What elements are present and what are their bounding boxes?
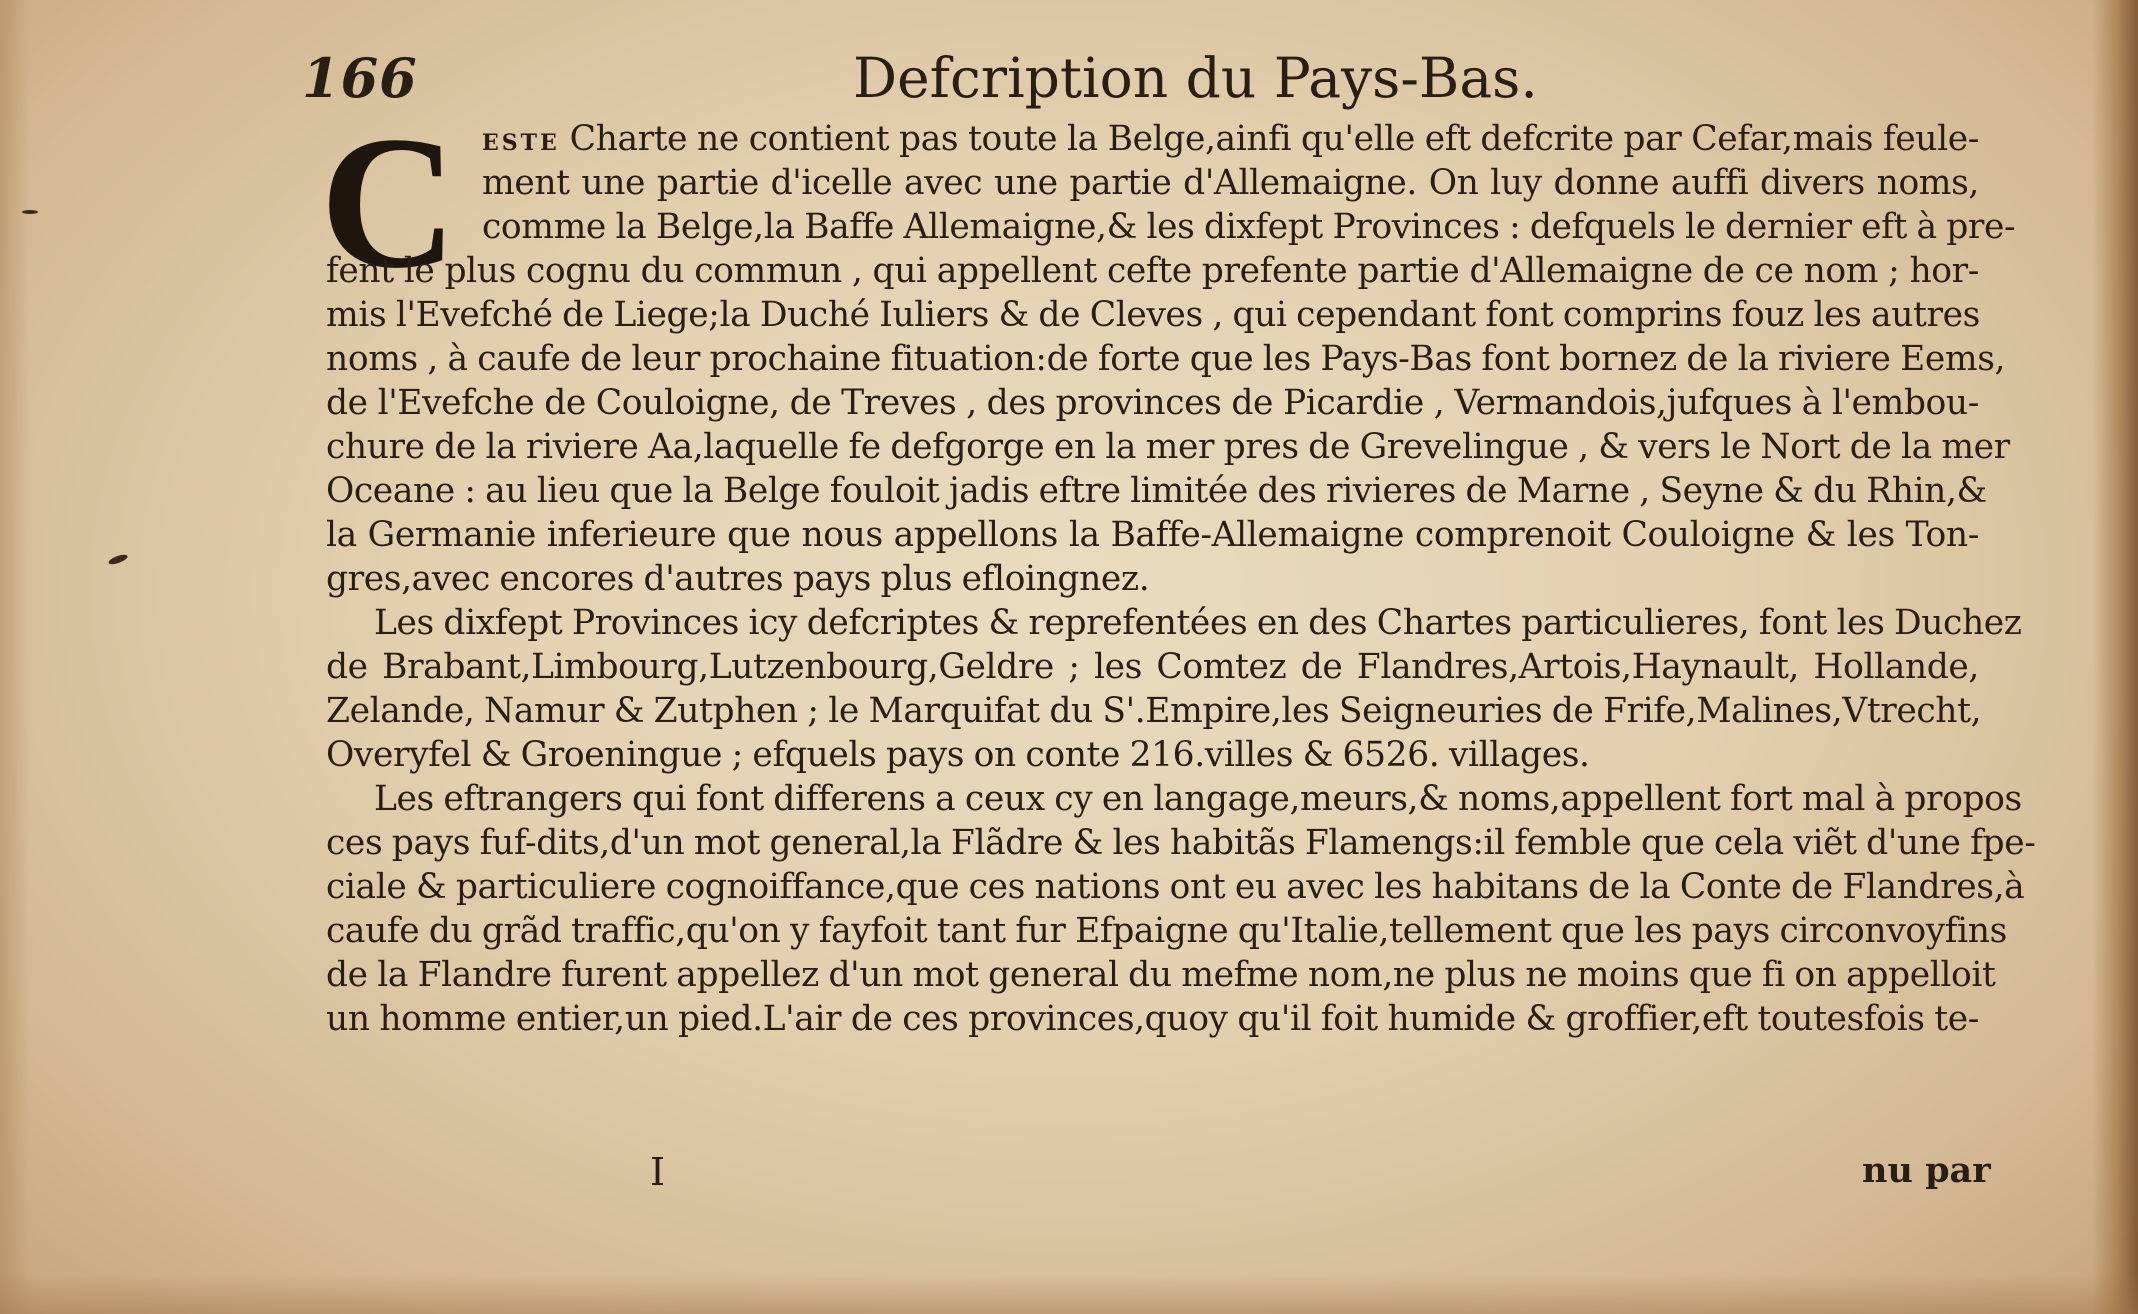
page-edge-shadow-right — [2092, 0, 2138, 1314]
signature-mark: I — [650, 1150, 666, 1194]
text-line: de l'Evefche de Couloigne, de Treves , des provinces de Picardie , Vermandois,jufques à l'embou- — [326, 383, 1979, 423]
text-line: Overyfel & Groeningue ; efquels pays on conte 216.villes & 6526. villages. — [326, 735, 1590, 775]
text-line: caufe du grãd traffic,qu'on y fayfoit tant fur Efpaigne qu'Italie,tellement que les pays circonvoyfins — [326, 911, 2007, 951]
page-number: 166 — [302, 46, 418, 110]
text-line: comme la Belge,la Baffe Allemaigne,& les dixfept Provinces : defquels le dernier eft à pre- — [482, 207, 2016, 247]
text-line: fent le plus cognu du commun , qui appellent cefte prefente partie d'Allemaigne de ce nom ; hor- — [326, 251, 1979, 291]
text-line: chure de la riviere Aa,laquelle fe defgorge en la mer pres de Grevelingue , & vers le Nort de la mer — [326, 427, 2010, 467]
text-line-content: Charte ne contient pas toute la Belge,ainfi qu'elle eft defcrite par Cefar,mais feule- — [569, 119, 1979, 159]
text-line: ment une partie d'icelle avec une partie d'Allemaigne. On luy donne auffi divers noms, — [482, 163, 1979, 203]
text-line: Oceane : au lieu que la Belge fouloit jadis eftre limitée des rivieres de Marne , Seyne & du Rhin,& — [326, 471, 1987, 511]
text-line: de Brabant,Limbourg,Lutzenbourg,Geldre ; les Comtez de Flandres,Artois,Haynault, Hollande, — [326, 647, 1979, 687]
text-line: la Germanie inferieure que nous appellons la Baffe-Allemaigne comprenoit Couloigne & les Ton- — [326, 515, 1979, 555]
text-line: un homme entier,un pied.L'air de ces provinces,quoy qu'il foit humide & groffier,eft toutesfois te- — [326, 999, 1979, 1039]
text-line: gres,avec encores d'autres pays plus efloingnez. — [326, 559, 1150, 599]
page-edge-shadow-left — [0, 0, 30, 1314]
paragraph-start-line: Les dixfept Provinces icy defcriptes & reprefentées en des Chartes particulieres, font les Duchez — [374, 603, 2022, 643]
text-line: ces pays fuf-dits,d'un mot general,la Flãdre & les habitãs Flamengs:il femble que cela viẽt d'une fpe- — [326, 823, 2036, 863]
ink-speck — [22, 210, 38, 214]
text-line: mis l'Evefché de Liege;la Duché Iuliers & de Cleves , qui cependant font comprins fouz les autres — [326, 295, 1980, 335]
catchword: nu par — [1862, 1150, 1991, 1191]
first-word-caps: ESTE — [482, 130, 560, 156]
paragraph-start-line: Les eftrangers qui font differens a ceux cy en langage,meurs,& noms,appellent fort mal à propos — [374, 779, 2022, 819]
drop-cap: C — [320, 98, 458, 308]
text-line — [482, 118, 1979, 164]
ink-speck — [107, 553, 128, 566]
text-line: de la Flandre furent appellez d'un mot general du mefme nom,ne plus ne moins que fi on appelloit — [326, 955, 1996, 995]
page-edge-shadow-bottom — [0, 1274, 2138, 1314]
text-line: noms , à caufe de leur prochaine fituation:de forte que les Pays-Bas font bornez de la riviere Eems, — [326, 339, 2006, 379]
text-line: Zelande, Namur & Zutphen ; le Marquifat du S'.Empire,les Seigneuries de Frife,Malines,Vtrecht, — [326, 691, 1982, 731]
running-title: Defcription du Pays-Bas. — [853, 46, 1538, 110]
text-line: ciale & particuliere cognoiffance,que ces nations ont eu avec les habitans de la Conte de Flandres,à — [326, 867, 2025, 907]
